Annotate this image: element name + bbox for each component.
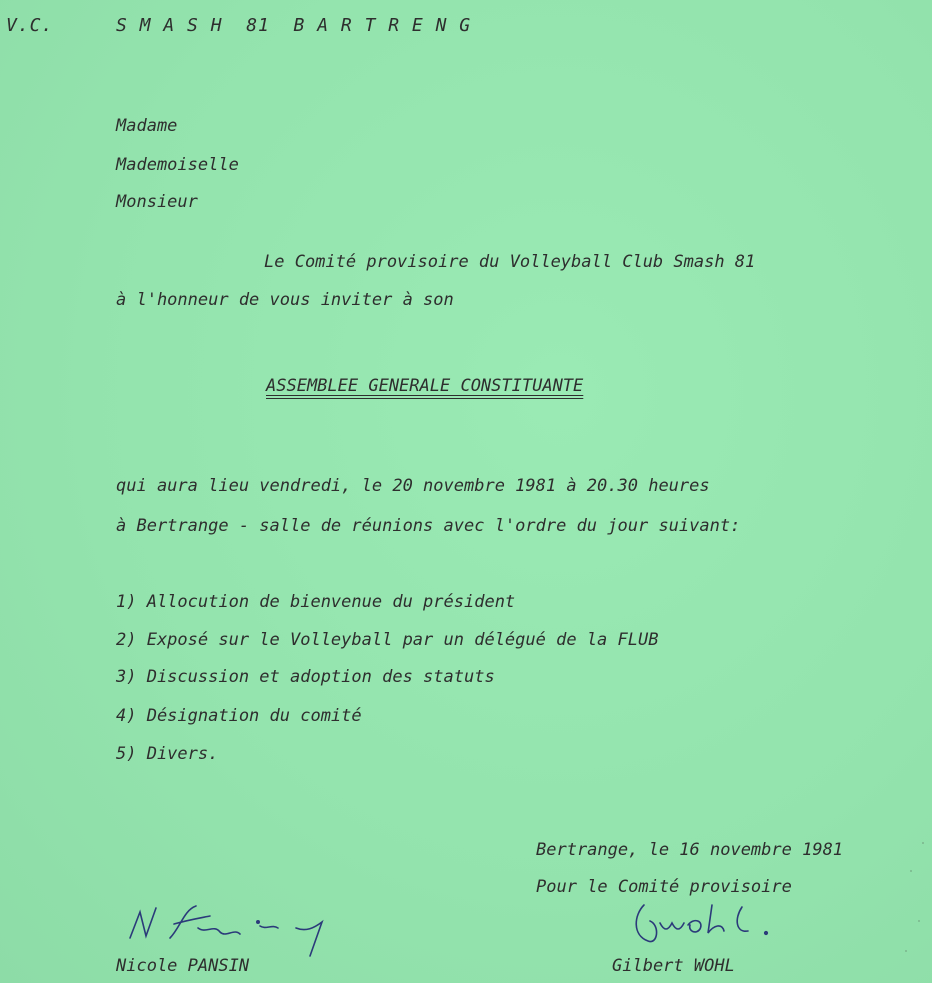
salutation-mademoiselle: Mademoiselle <box>116 155 239 175</box>
paper-speck <box>918 920 920 922</box>
signature-left <box>110 898 330 958</box>
details-line-2: à Bertrange - salle de réunions avec l'ordre du jour suivant: <box>116 516 741 536</box>
signature-right <box>614 895 814 955</box>
signatory-right: Gilbert WOHL <box>612 956 735 976</box>
agenda-item: 5) Divers. <box>116 744 219 764</box>
paper-speck <box>905 950 907 952</box>
meeting-title: ASSEMBLEE GENERALE CONSTITUANTE <box>266 376 584 396</box>
place-and-date: Bertrange, le 16 novembre 1981 <box>536 840 844 860</box>
on-behalf-line: Pour le Comité provisoire <box>536 877 792 897</box>
paper-speck <box>910 870 912 872</box>
agenda-item: 2) Exposé sur le Volleyball par un délégué de la FLUB <box>116 630 659 650</box>
details-line-1: qui aura lieu vendredi, le 20 novembre 1981 à 20.30 heures <box>116 476 710 496</box>
intro-line-1: Le Comité provisoire du Volleyball Club Smash 81 <box>264 252 756 272</box>
agenda-item: 1) Allocution de bienvenue du président <box>116 592 516 612</box>
agenda-item: 4) Désignation du comité <box>116 706 362 726</box>
intro-line-2: à l'honneur de vous inviter à son <box>116 290 454 310</box>
salutation-monsieur: Monsieur <box>116 192 198 212</box>
club-abbreviation: V.C. <box>6 15 54 36</box>
club-name: S M A S H 81 B A R T R E N G <box>116 15 472 36</box>
paper-speck <box>922 842 924 844</box>
signatory-left: Nicole PANSIN <box>116 956 250 976</box>
agenda-item: 3) Discussion et adoption des statuts <box>116 667 495 687</box>
salutation-madame: Madame <box>116 116 178 136</box>
